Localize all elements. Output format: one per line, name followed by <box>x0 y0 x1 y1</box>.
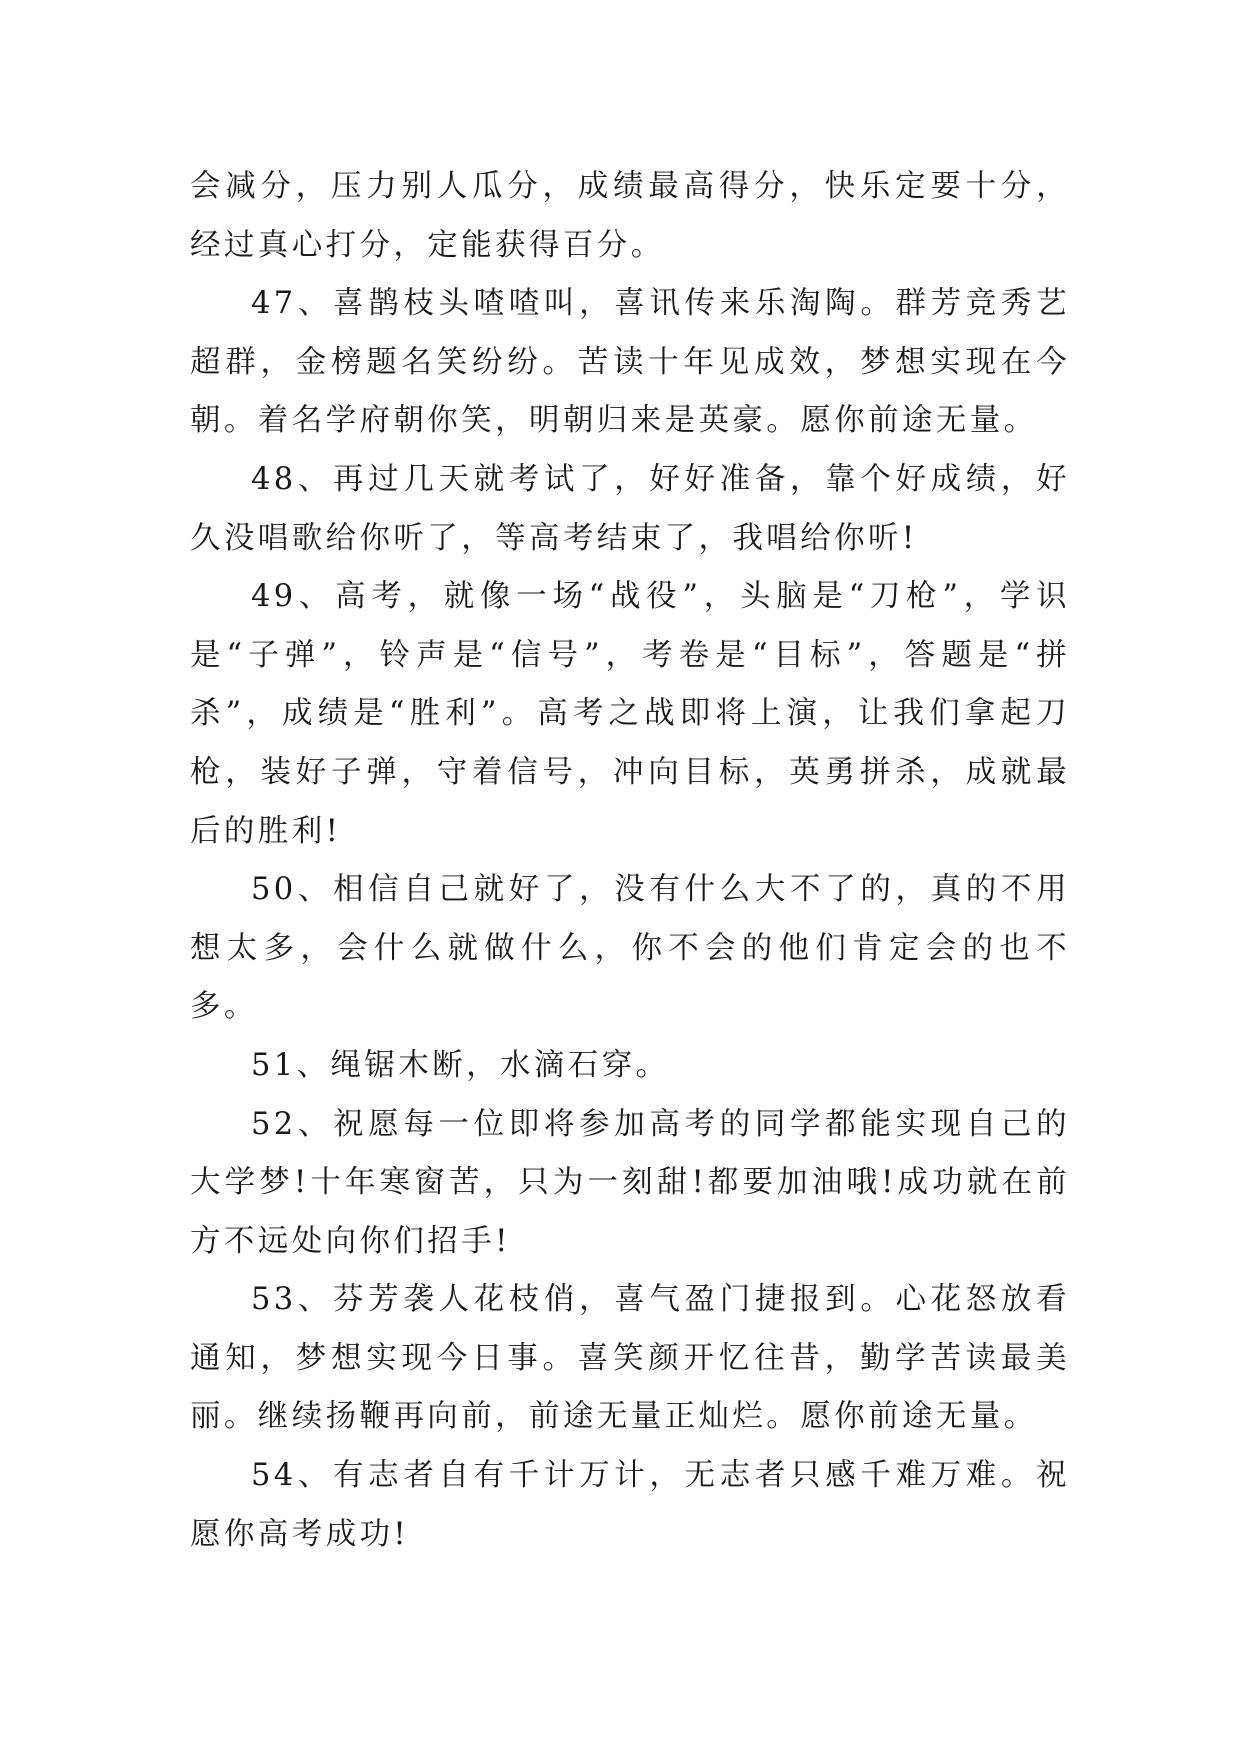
paragraph-49: 49、高考，就像一场“战役”，头脑是“刀枪”，学识是“子弹”，铃声是“信号”，考卷是“目标”，答题是“拼杀”，成绩是“胜利”。高考之战即将上演，让我们拿起刀枪，装好子弹，守着信号，冲向目标，英勇拼杀，成就最后的胜利! <box>190 579 1070 849</box>
paragraph-48: 48、再过几天就考试了，好好准备，靠个好成绩，好久没唱歌给你听了，等高考结束了，我唱给你听! <box>190 461 1070 556</box>
paragraph-47: 47、喜鹊枝头喳喳叫，喜讯传来乐淘陶。群芳竞秀艺超群，金榜题名笑纷纷。苦读十年见成效，梦想实现在今朝。着名学府朝你笑，明朝归来是英豪。愿你前途无量。 <box>190 286 1070 439</box>
paragraph-50: 50、相信自己就好了，没有什么大不了的，真的不用想太多，会什么就做什么，你不会的他们肯定会的也不多。 <box>190 872 1070 1025</box>
document-body <box>190 158 1070 1564</box>
paragraph-53: 53、芬芳袭人花枝俏，喜气盈门捷报到。心花怒放看通知，梦想实现今日事。喜笑颜开忆往昔，勤学苦读最美丽。继续扬鞭再向前，前途无量正灿烂。愿你前途无量。 <box>190 1282 1070 1435</box>
paragraph-46-continuation: 会减分，压力别人瓜分，成绩最高得分，快乐定要十分，经过真心打分，定能获得百分。 <box>190 169 1070 263</box>
paragraph-54: 54、有志者自有千计万计，无志者只感千难万难。祝愿你高考成功! <box>190 1458 1070 1552</box>
paragraph-51: 51、绳锯木断，水滴石穿。 <box>251 1047 670 1083</box>
paragraph-52: 52、祝愿每一位即将参加高考的同学都能实现自己的大学梦!十年寒窗苦，只为一刻甜!都要加油哦!成功就在前方不远处向你们招手! <box>190 1106 1070 1259</box>
